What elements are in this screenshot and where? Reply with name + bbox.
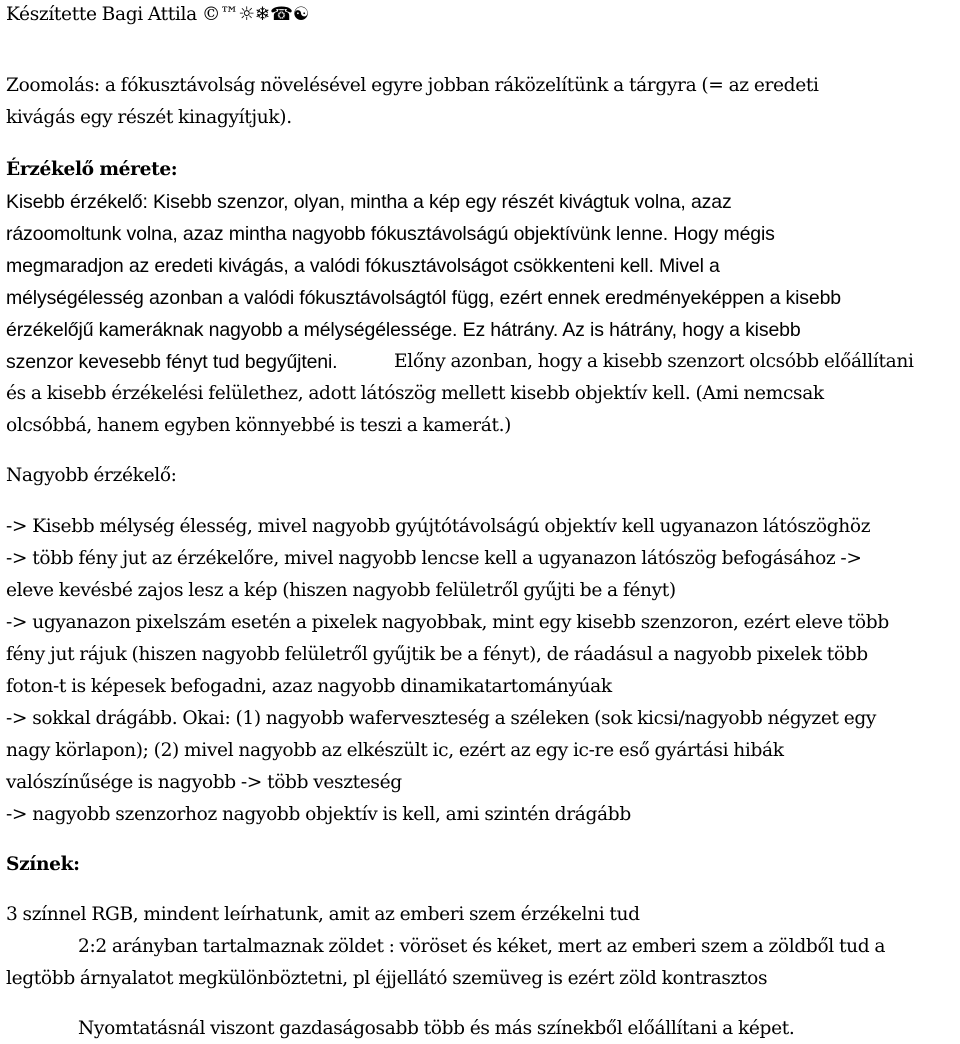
colors-line-3: legtöbb árnyalatot megkülönböztetni, pl éjjellátó szemüveg is ezért zöld kontrasztos [6, 968, 768, 989]
larger-sensor-line-2: -> több fény jut az érzékelőre, mivel nagyobb lencse kell a ugyanazon látószög befogásához -> [6, 548, 862, 569]
colors-line-2: 2:2 arányban tartalmaznak zöldet : vöröset és kéket, mert az emberi szem a zöldből tud a [78, 936, 886, 957]
zoom-text-line-1: Zoomolás: a fókusztávolság növelésével egyre jobban ráközelítünk a tárgyra (= az eredeti [6, 75, 819, 96]
sensor-size-line-6-continuation: Előny azonban, hogy a kisebb szenzort olcsóbb előállítani [394, 351, 914, 372]
sensor-size-line-8: olcsóbbá, hanem egyben könnyebbé is teszi a kamerát.) [6, 415, 512, 436]
sensor-size-line-4: mélységélesség azonban a valódi fókusztávolságtól függ, ezért ennek eredményeképpen a kisebb [6, 287, 841, 309]
larger-sensor-line-8: nagy körlapon); (2) mivel nagyobb az elkészült ic, ezért az egy ic-re eső gyártási hibák [6, 740, 784, 761]
sensor-size-line-1: Kisebb érzékelő: Kisebb szenzor, olyan, mintha a kép egy részét kivágtuk volna, azaz [6, 191, 732, 213]
sensor-size-line-5: érzékelőjű kameráknak nagyobb a mélységélessége. Ez hátrány. Az is hátrány, hogy a kisebb [6, 319, 801, 341]
author-line: Készítette Bagi Attila ©™☼❄☎☯ [6, 4, 310, 25]
sensor-size-heading: Érzékelő mérete: [6, 159, 178, 180]
larger-sensor-line-10: -> nagyobb szenzorhoz nagyobb objektív is kell, ami szintén drágább [6, 804, 631, 825]
sensor-size-line-2: rázoomoltunk volna, azaz mintha nagyobb fókusztávolságú objektívünk lenne. Hogy mégis [6, 223, 775, 245]
larger-sensor-line-6: foton-t is képesek befogadni, azaz nagyobb dinamikatartományúak [6, 676, 612, 697]
larger-sensor-line-9: valószínűsége is nagyobb -> több veszteség [6, 772, 402, 793]
larger-sensor-line-7: -> sokkal drágább. Okai: (1) nagyobb waferveszteség a széleken (sok kicsi/nagyobb négyzet egy [6, 708, 877, 729]
larger-sensor-line-4: -> ugyanazon pixelszám esetén a pixelek nagyobbak, mint egy kisebb szenzoron, ezért eleve több [6, 612, 889, 633]
larger-sensor-line-3: eleve kevésbé zajos lesz a kép (hiszen nagyobb felületről gyűjti be a fényt) [6, 580, 676, 601]
sensor-size-line-7: és a kisebb érzékelési felülethez, adott látószög mellett kisebb objektív kell. (Ami nemcsak [6, 383, 824, 404]
sensor-size-line-6: szenzor kevesebb fényt tud begyűjteni. [6, 351, 338, 373]
larger-sensor-heading: Nagyobb érzékelő: [6, 465, 177, 486]
sensor-size-line-3: megmaradjon az eredeti kivágás, a valódi fókusztávolságot csökkenteni kell. Mivel a [6, 255, 720, 277]
larger-sensor-line-1: -> Kisebb mélység élesség, mivel nagyobb gyújtótávolságú objektív kell ugyanazon látószöghöz [6, 516, 871, 537]
colors-line-1: 3 színnel RGB, mindent leírhatunk, amit az emberi szem érzékelni tud [6, 904, 640, 925]
colors-heading: Színek: [6, 854, 80, 875]
zoom-text-line-2: kivágás egy részét kinagyítjuk). [6, 107, 292, 128]
colors-line-4: Nyomtatásnál viszont gazdaságosabb több és más színekből előállítani a képet. [78, 1018, 795, 1039]
larger-sensor-line-5: fény jut rájuk (hiszen nagyobb felületről gyűjtik be a fényt), de ráadásul a nagyobb pixelek több [6, 644, 868, 665]
